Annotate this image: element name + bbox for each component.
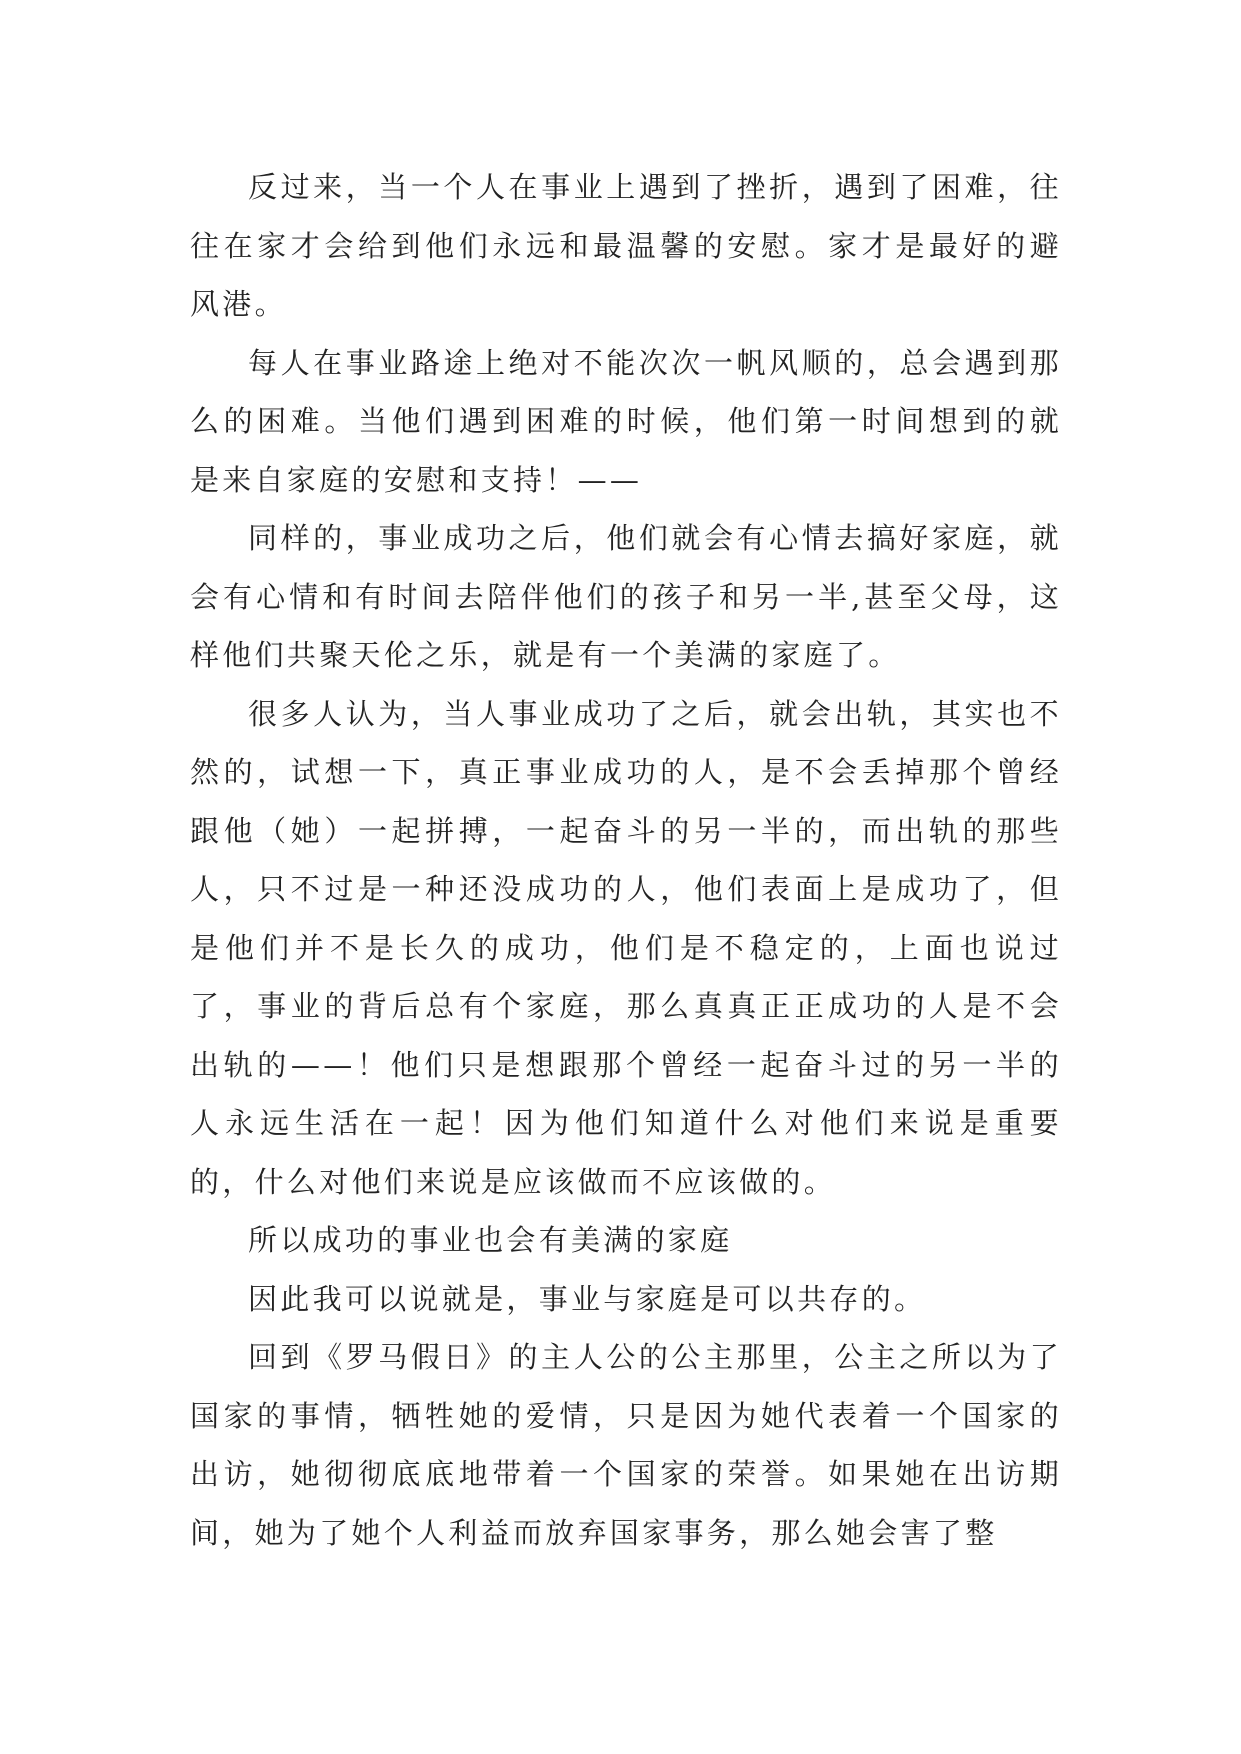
paragraph: 所以成功的事业也会有美满的家庭 (248, 1223, 733, 1257)
paragraph: 因此我可以说就是，事业与家庭是可以共存的。 (248, 1281, 927, 1316)
paragraph: 很多人认为，当人事业成功了之后，就会出轨，其实也不然的，试想一下，真正事业成功的人，是不会丢掉那个曾经跟他（她）一起拼搏，一起奋斗的另一半的，而出轨的那些人，只不过是一种还没成功的人，他们表面上是成功了，但是他们并不是长久的成功，他们是不稳定的，上面也说过了，事业的背后总有个家庭，那么真真正正成功的人是不会出轨的——！他们只是想跟那个曾经一起奋斗过的另一半的人永远生活在一起！因为他们知道什么对他们来说是重要的，什么对他们来说是应该做而不应该做的。 (190, 696, 1062, 1199)
paragraph: 同样的，事业成功之后，他们就会有心情去搞好家庭，就会有心情和有时间去陪伴他们的孩子和另一半,甚至父母，这样他们共聚天伦之乐，就是有一个美满的家庭了。 (190, 521, 1062, 672)
paragraph: 每人在事业路途上绝对不能次次一帆风顺的，总会遇到那么的困难。当他们遇到困难的时候，他们第一时间想到的就是来自家庭的安慰和支持！—— (190, 345, 1062, 497)
paragraph: 反过来，当一个人在事业上遇到了挫折，遇到了困难，往往在家才会给到他们永远和最温馨的安慰。家才是最好的避风港。 (190, 170, 1062, 321)
document-body (190, 158, 1062, 1562)
paragraph: 回到《罗马假日》的主人公的公主那里，公主之所以为了国家的事情，牺牲她的爱情，只是因为她代表着一个国家的出访，她彻彻底底地带着一个国家的荣誉。如果她在出访期间，她为了她个人利益而放弃国家事务，那么她会害了整 (190, 1340, 1062, 1550)
